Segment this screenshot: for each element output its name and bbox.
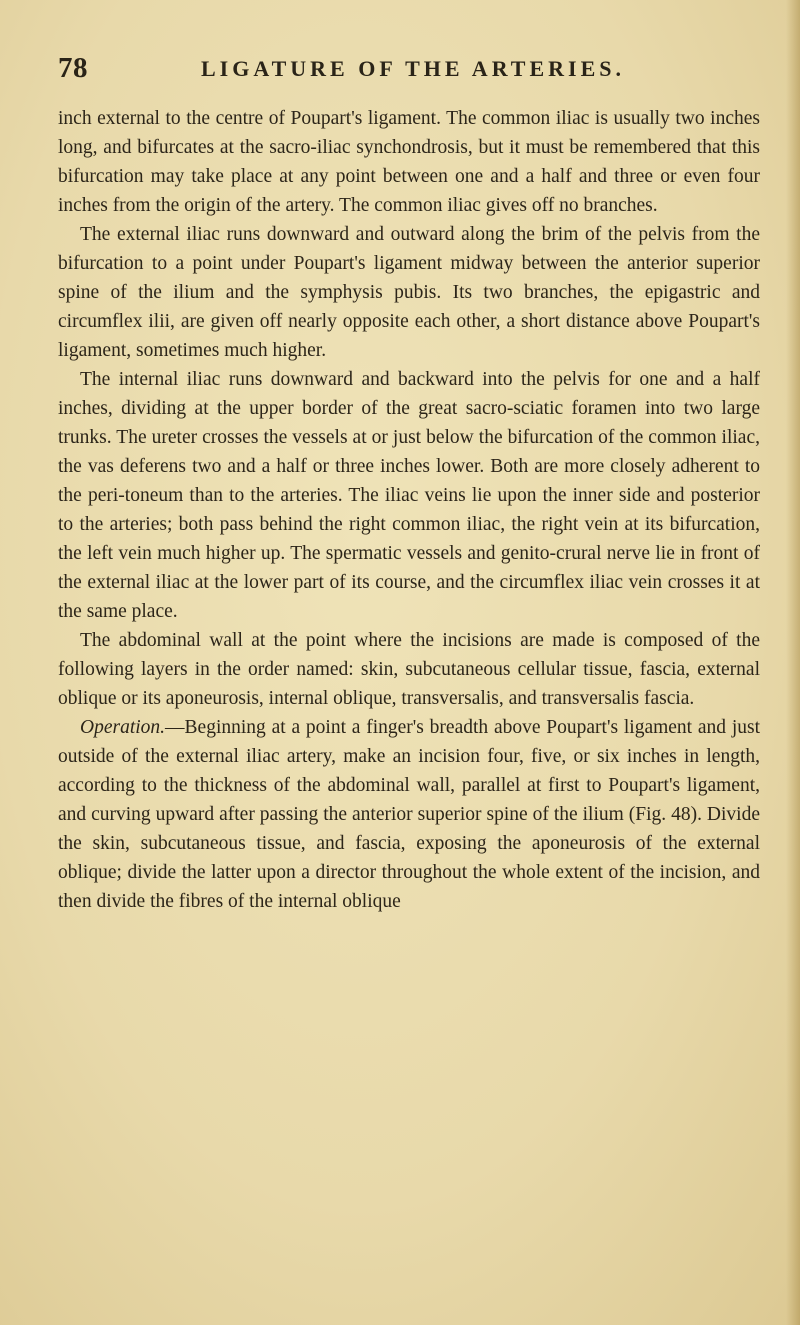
paragraph-external-iliac: The external iliac runs downward and outward along the brim of the pelvis from the bifurcation to a point under Poupart's ligament midway between the anterior superior spine of the ilium and the symphysis pubis. Its two branches, the epigastric and circumflex ilii, are given off nearly opposite each other, a short distance above Poupart's ligament, sometimes much higher. — [58, 224, 760, 361]
operation-heading: Operation. — [80, 717, 166, 738]
paragraph-internal-iliac: The internal iliac runs downward and backward into the pelvis for one and a half inches, dividing at the upper border of the great sacro-sciatic foramen into two large trunks. The ureter crosses the vessels at or just below the bifurcation of the common iliac, the vas deferens two and a half or three inches lower. Both are more closely adherent to the peri-toneum than to the arteries. The iliac veins lie upon the inner side and posterior to the arteries; both pass behind the right common iliac, the right vein at its bifurcation, the left vein much higher up. The spermatic vessels and genito-crural nerve lie in front of the external iliac at the lower part of its course, and the circumflex iliac vein crosses it at the same place. — [58, 369, 760, 622]
operation-text: —Beginning at a point a finger's breadth above Poupart's ligament and just outside of the external iliac artery, make an incision four, five, or six inches in length, according to the thickness of the abdominal wall, parallel at first to Poupart's ligament, and curving upward after passing the anterior superior spine of the ilium (Fig. 48). Divide the skin, subcutaneous tissue, and fascia, exposing the aponeurosis of the external oblique; divide the latter upon a director throughout the whole extent of the incision, and then divide the fibres of the internal oblique — [58, 717, 760, 912]
paragraph-common-iliac: inch external to the centre of Poupart's ligament. The common iliac is usually two inches long, and bifurcates at the sacro-iliac synchondrosis, but it must be remembered that this bifurcation may take place at any point between one and a half and three or even four inches from the origin of the artery. The common iliac gives off no branches. — [58, 108, 760, 216]
page-edge-shadow — [786, 0, 800, 1325]
body-text — [58, 104, 760, 916]
running-title: LIGATURE OF THE ARTERIES. — [201, 56, 626, 81]
page-number: 78 — [58, 52, 88, 84]
paragraph-abdominal-wall: The abdominal wall at the point where the incisions are made is composed of the following layers in the order named: skin, subcutaneous cellular tissue, fascia, external oblique or its aponeurosis, internal oblique, transversalis, and transversalis fascia. — [58, 630, 760, 709]
paragraph-operation — [58, 713, 760, 916]
